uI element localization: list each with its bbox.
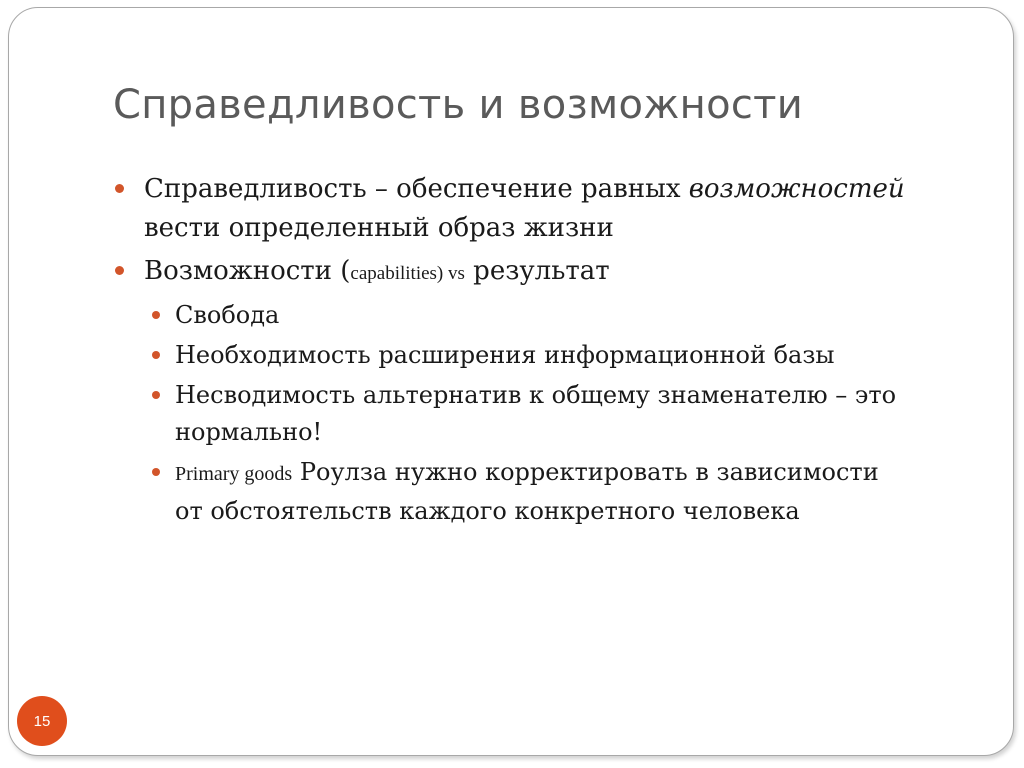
sub-bullet-info-base-text: Необходимость расширения информационной базы <box>175 341 835 369</box>
sub-bullet-primary-goods <box>112 454 912 530</box>
sub-bullet-primary-goods-latin: Primary goods <box>175 463 293 485</box>
sub-bullet-dot-icon <box>152 351 160 359</box>
bullet-justice-text-a: Справедливость – обеспечение равных <box>144 174 689 204</box>
slide-title: Справедливость и возможности <box>113 82 804 128</box>
bullet-justice-italic: возможностей <box>688 174 905 204</box>
sub-bullet-dot-icon <box>152 468 160 476</box>
bullet-justice-text-b: вести определенный образ жизни <box>144 213 614 243</box>
bullet-dot-icon <box>115 266 124 275</box>
bullet-capabilities-latin: capabilities) vs <box>350 263 465 284</box>
sub-bullet-irreducibility-text: Несводимость альтернатив к общему знаменателю – это нормально! <box>175 381 897 446</box>
bullet-capabilities <box>112 252 912 293</box>
bullet-capabilities-text-a: Возможности ( <box>144 256 351 286</box>
sub-bullet-info-base <box>112 337 912 374</box>
sub-bullet-irreducibility <box>112 377 912 451</box>
sub-bullet-dot-icon <box>152 311 160 319</box>
bullet-dot-icon <box>115 184 124 193</box>
page-number-badge: 15 <box>17 696 67 746</box>
slide-content <box>112 170 912 533</box>
sub-bullet-freedom-text: Свобода <box>175 301 280 329</box>
sub-bullet-primary-goods-text: Роулза нужно корректировать в зависимости от обстоятельств каждого конкретного человека <box>175 458 879 525</box>
sub-bullet-dot-icon <box>152 391 160 399</box>
sub-bullet-freedom <box>112 297 912 334</box>
bullet-capabilities-text-b: результат <box>464 256 610 286</box>
bullet-justice <box>112 170 912 248</box>
